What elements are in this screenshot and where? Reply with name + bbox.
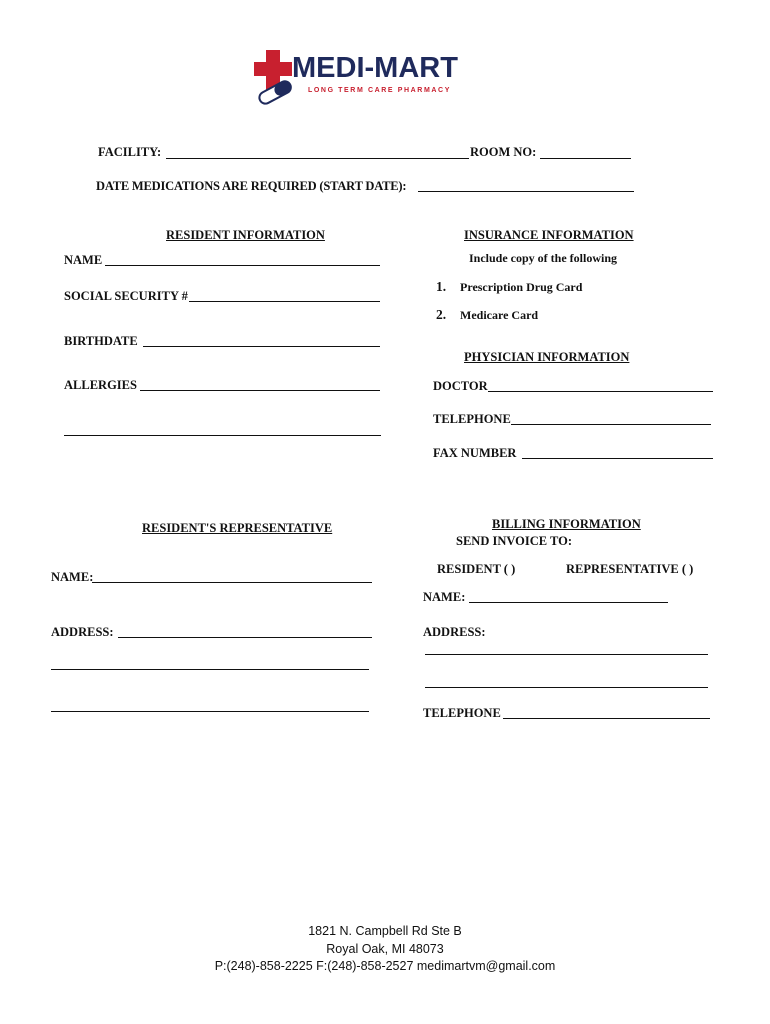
insurance-item-1-number: 1. xyxy=(436,279,447,294)
start-date-label: DATE MEDICATIONS ARE REQUIRED (START DATE): xyxy=(96,179,407,193)
resident-name-label: NAME xyxy=(64,253,103,267)
facility-field[interactable] xyxy=(166,158,469,159)
billing-address-label: ADDRESS: xyxy=(423,625,486,639)
billing-info-title: BILLING INFORMATION xyxy=(492,517,641,531)
resident-info-title: RESIDENT INFORMATION xyxy=(166,228,325,242)
footer-contact: P:(248)-858-2225 F:(248)-858-2527 medimartvm@gmail.com xyxy=(214,959,556,973)
birthdate-label: BIRTHDATE xyxy=(64,334,138,348)
physician-telephone-label: TELEPHONE xyxy=(433,412,511,426)
billing-telephone-field[interactable] xyxy=(503,718,710,719)
billing-address-line1[interactable] xyxy=(425,654,708,655)
billing-representative-option[interactable]: REPRESENTATIVE ( ) xyxy=(566,562,694,576)
resident-name-field[interactable] xyxy=(105,265,380,266)
billing-telephone-label: TELEPHONE xyxy=(423,706,501,720)
representative-address-label: ADDRESS: xyxy=(51,625,114,639)
physician-telephone-field[interactable] xyxy=(511,424,711,425)
footer-address-line2: Royal Oak, MI 48073 xyxy=(326,942,444,956)
fax-field[interactable] xyxy=(522,458,713,459)
representative-name-label: NAME: xyxy=(51,570,94,584)
physician-info-title: PHYSICIAN INFORMATION xyxy=(464,350,630,364)
ssn-field[interactable] xyxy=(189,301,380,302)
facility-label: FACILITY: xyxy=(98,145,162,159)
start-date-field[interactable] xyxy=(418,191,634,192)
insurance-item-2-number: 2. xyxy=(436,307,447,322)
logo xyxy=(252,48,482,106)
insurance-item-1-label: Prescription Drug Card xyxy=(460,280,583,294)
representative-address-field[interactable] xyxy=(118,637,372,638)
billing-name-field[interactable] xyxy=(469,602,668,603)
doctor-label: DOCTOR xyxy=(433,379,488,393)
insurance-instruction: Include copy of the following xyxy=(469,251,618,265)
room-label: ROOM NO: xyxy=(470,145,537,159)
billing-address-line2[interactable] xyxy=(425,687,708,688)
insurance-item-2-label: Medicare Card xyxy=(460,308,539,322)
allergies-field[interactable] xyxy=(140,390,380,391)
ssn-label: SOCIAL SECURITY # xyxy=(64,289,188,303)
send-invoice-label: SEND INVOICE TO: xyxy=(456,534,572,548)
billing-name-label: NAME: xyxy=(423,590,466,604)
representative-address-line3[interactable] xyxy=(51,711,369,712)
representative-name-field[interactable] xyxy=(92,582,372,583)
brand-tagline: LONG TERM CARE PHARMACY xyxy=(308,87,451,94)
fax-label: FAX NUMBER xyxy=(433,446,517,460)
allergies-field-line2[interactable] xyxy=(64,435,381,436)
doctor-field[interactable] xyxy=(488,391,713,392)
room-field[interactable] xyxy=(540,158,631,159)
allergies-label: ALLERGIES xyxy=(64,378,137,392)
representative-address-line2[interactable] xyxy=(51,669,369,670)
representative-title: RESIDENT'S REPRESENTATIVE xyxy=(142,521,333,535)
footer-address-line1: 1821 N. Campbell Rd Ste B xyxy=(308,924,462,938)
billing-resident-option[interactable]: RESIDENT ( ) xyxy=(437,562,516,576)
brand-name: MEDI-MART xyxy=(292,52,458,84)
birthdate-field[interactable] xyxy=(143,346,380,347)
insurance-info-title: INSURANCE INFORMATION xyxy=(464,228,634,242)
